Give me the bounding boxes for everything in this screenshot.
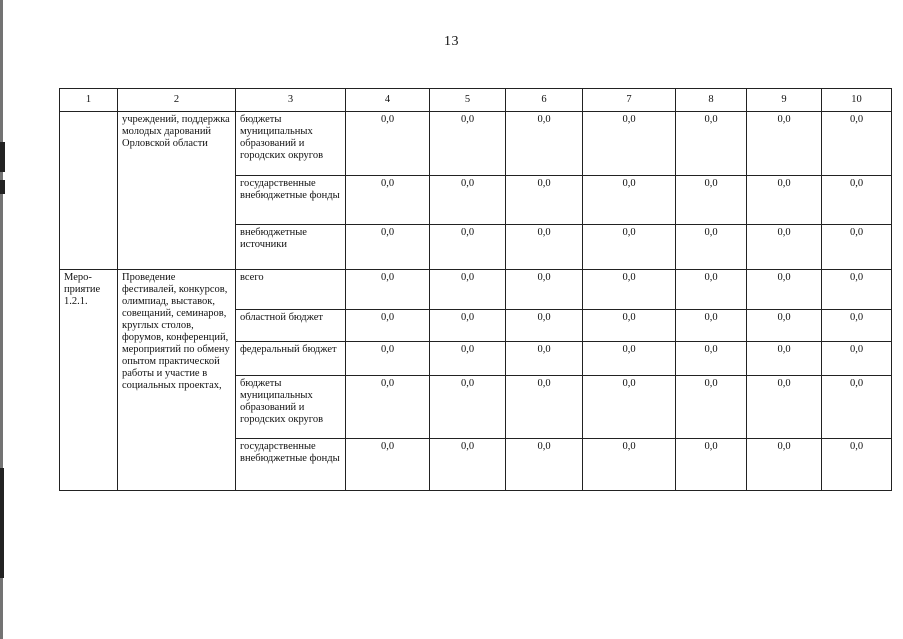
funding-source-cell: внебюджетные источники [236,225,346,270]
value-cell: 0,0 [583,439,676,491]
activity-code-cell [60,112,118,270]
value-cell: 0,0 [430,310,506,342]
column-header: 2 [118,89,236,112]
value-cell: 0,0 [346,439,430,491]
activity-code-line: 1.2.1. [64,296,88,307]
value-cell: 0,0 [747,225,822,270]
activity-description-cell: учреждений, поддержка молодых дарований Орловской области [118,112,236,270]
value-cell: 0,0 [583,376,676,439]
value-cell: 0,0 [583,112,676,176]
value-cell: 0,0 [583,342,676,376]
value-cell: 0,0 [747,176,822,225]
value-cell: 0,0 [506,310,583,342]
table-row [60,270,892,310]
value-cell: 0,0 [676,310,747,342]
value-cell: 0,0 [506,270,583,310]
value-cell: 0,0 [346,112,430,176]
value-cell: 0,0 [430,176,506,225]
value-cell: 0,0 [430,439,506,491]
column-header: 5 [430,89,506,112]
value-cell: 0,0 [430,342,506,376]
table-header-row [60,89,892,112]
column-header: 10 [822,89,892,112]
value-cell: 0,0 [822,439,892,491]
funding-source-cell: государственные внебюджетные фонды [236,439,346,491]
table-row [60,112,892,176]
activity-code-line: Меро- [64,272,92,283]
value-cell: 0,0 [430,376,506,439]
value-cell: 0,0 [822,270,892,310]
value-cell: 0,0 [506,225,583,270]
funding-source-cell: бюджеты муниципальных образований и городских округов [236,376,346,439]
value-cell: 0,0 [822,376,892,439]
funding-source-cell: бюджеты муниципальных образований и городских округов [236,112,346,176]
value-cell: 0,0 [676,342,747,376]
value-cell: 0,0 [583,310,676,342]
funding-source-cell: областной бюджет [236,310,346,342]
page-number: 13 [444,34,459,49]
value-cell: 0,0 [346,225,430,270]
value-cell: 0,0 [676,270,747,310]
value-cell: 0,0 [747,112,822,176]
activity-code-line: приятие [64,284,101,295]
value-cell: 0,0 [676,225,747,270]
value-cell: 0,0 [676,376,747,439]
column-header: 1 [60,89,118,112]
activity-code-cell [60,270,118,491]
column-header: 7 [583,89,676,112]
activity-description-cell: Проведение фестивалей, конкурсов, олимпиад, выставок, совещаний, семинаров, круглых столов, форумов, конференций, мероприятий по обмену опытом практической работы и участие в социальных проектах, [118,270,236,491]
scan-mark [0,180,5,194]
value-cell: 0,0 [822,225,892,270]
value-cell: 0,0 [506,112,583,176]
value-cell: 0,0 [430,112,506,176]
value-cell: 0,0 [747,342,822,376]
value-cell: 0,0 [747,310,822,342]
scan-mark [0,468,4,578]
value-cell: 0,0 [676,176,747,225]
budget-table [59,88,892,491]
column-header: 9 [747,89,822,112]
value-cell: 0,0 [822,176,892,225]
value-cell: 0,0 [583,176,676,225]
column-header: 4 [346,89,430,112]
value-cell: 0,0 [822,310,892,342]
funding-source-cell: государственные внебюджетные фонды [236,176,346,225]
value-cell: 0,0 [506,439,583,491]
value-cell: 0,0 [676,439,747,491]
value-cell: 0,0 [747,270,822,310]
value-cell: 0,0 [506,376,583,439]
column-header: 8 [676,89,747,112]
value-cell: 0,0 [747,376,822,439]
value-cell: 0,0 [346,310,430,342]
value-cell: 0,0 [506,342,583,376]
column-header: 3 [236,89,346,112]
value-cell: 0,0 [346,270,430,310]
scan-mark [0,142,5,172]
value-cell: 0,0 [676,112,747,176]
value-cell: 0,0 [583,270,676,310]
value-cell: 0,0 [506,176,583,225]
funding-source-cell: федеральный бюджет [236,342,346,376]
value-cell: 0,0 [346,176,430,225]
value-cell: 0,0 [430,270,506,310]
value-cell: 0,0 [822,342,892,376]
value-cell: 0,0 [346,376,430,439]
value-cell: 0,0 [822,112,892,176]
column-header: 6 [506,89,583,112]
value-cell: 0,0 [747,439,822,491]
value-cell: 0,0 [430,225,506,270]
funding-source-cell: всего [236,270,346,310]
value-cell: 0,0 [346,342,430,376]
value-cell: 0,0 [583,225,676,270]
